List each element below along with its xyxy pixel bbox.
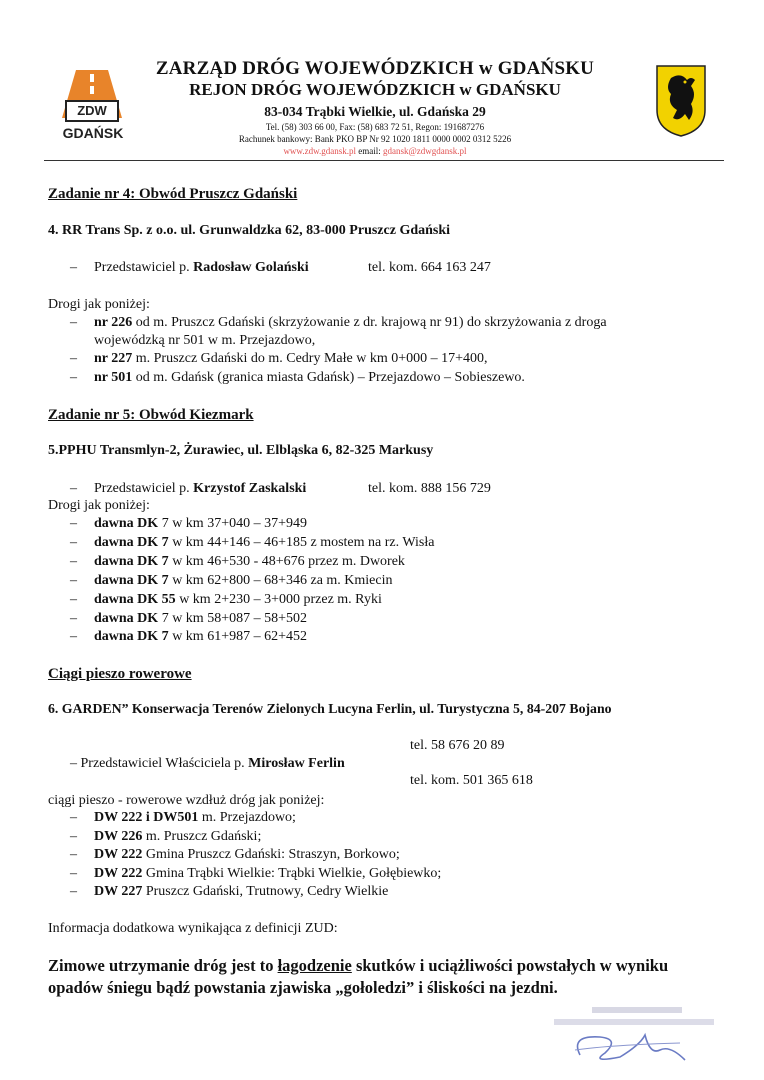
paths-representative: – Przedstawiciel Właściciela p. Mirosław Ferlin: [70, 756, 345, 771]
org-phones: Tel. (58) 303 66 00, Fax: (58) 683 72 51, Regon: 191687276: [265, 122, 485, 132]
org-bank: Rachunek bankowy: Bank PKO BP Nr 92 1020 1811 0000 0002 0312 5226: [238, 134, 512, 144]
org-region: REJON DRÓG WOJEWÓDZKICH w GDAŃSKU: [189, 80, 561, 99]
list-item-continuation: wojewódzką nr 501 w m. Przejazdowo,: [94, 333, 316, 348]
list-item: – dawna DK 7 w km 46+530 - 48+676 przez m. Dworek: [70, 554, 405, 569]
list-item: – dawna DK 7 w km 62+800 – 68+346 za m. Kmiecin: [70, 573, 393, 588]
task4-phone: tel. kom. 664 163 247: [368, 260, 491, 275]
list-item: – DW 226 m. Pruszcz Gdański;: [70, 829, 262, 844]
list-item: – nr 226 od m. Pruszcz Gdański (skrzyżowanie z dr. krajową nr 91) do skrzyżowania z droga: [70, 315, 607, 330]
griffin-crest-icon: [655, 64, 707, 138]
list-item: – dawna DK 7 w km 44+146 – 46+185 z mostem na rz. Wisła: [70, 535, 435, 550]
list-item: – dawna DK 55 w km 2+230 – 3+000 przez m. Ryki: [70, 592, 382, 607]
task5-company: 5.PPHU Transmlyn-2, Żurawiec, ul. Elbląska 6, 82-325 Markusy: [48, 443, 434, 458]
paths-roads-label: ciągi pieszo - rowerowe wzdłuż dróg jak poniżej:: [48, 793, 325, 808]
org-name: ZARZĄD DRÓG WOJEWÓDZKICH w GDAŃSKU: [155, 58, 595, 79]
list-item: – nr 501 od m. Gdańsk (granica miasta Gdańsk) – Przejazdowo – Sobieszewo.: [70, 370, 525, 385]
list-item: – dawna DK 7 w km 58+087 – 58+502: [70, 611, 307, 626]
info-note: Informacja dodatkowa wynikająca z definicji ZUD:: [48, 921, 338, 936]
paths-title: Ciągi pieszo rowerowe: [48, 666, 192, 682]
definition-line-2: opadów śniegu bądź powstania zjawiska „gołoledzi” i śliskości na jezdni.: [48, 978, 558, 997]
task4-roads-label: Drogi jak poniżej:: [48, 297, 150, 312]
website-link[interactable]: www.zdw.gdansk.pl: [283, 146, 357, 156]
org-address: 83-034 Trąbki Wielkie, ul. Gdańska 29: [264, 104, 486, 119]
paths-mobile: tel. kom. 501 365 618: [410, 773, 533, 788]
list-item: – DW 227 Pruszcz Gdański, Trutnowy, Cedry Wielkie: [70, 884, 389, 899]
logo-city: GDAŃSK: [62, 125, 124, 141]
email-link[interactable]: gdansk@zdwgdansk.pl: [383, 146, 467, 156]
list-item: – DW 222 Gmina Trąbki Wielkie: Trąbki Wielkie, Gołębiewko;: [70, 866, 442, 881]
letterhead: [140, 58, 610, 157]
task4-company: 4. RR Trans Sp. z o.o. ul. Grunwaldzka 62, 83-000 Pruszcz Gdański: [48, 223, 451, 238]
list-item: – nr 227 m. Pruszcz Gdański do m. Cedry Małe w km 0+000 – 17+400,: [70, 351, 488, 366]
paths-phone: tel. 58 676 20 89: [410, 738, 505, 753]
task4-representative: – Przedstawiciel p. Radosław Golański: [70, 260, 309, 275]
header-divider: [44, 160, 724, 161]
logo-text: ZDW: [65, 100, 119, 122]
signature-stamp-icon: [550, 1005, 720, 1075]
org-contact: [140, 145, 610, 157]
task4-title: Zadanie nr 4: Obwód Pruszcz Gdański: [48, 186, 298, 202]
task5-representative: – Przedstawiciel p. Krzystof Zaskalski: [70, 481, 307, 496]
task5-phone: tel. kom. 888 156 729: [368, 481, 491, 496]
list-item: – DW 222 Gmina Pruszcz Gdański: Straszyn, Borkowo;: [70, 847, 400, 862]
paths-company: 6. GARDEN” Konserwacja Terenów Zielonych Lucyna Ferlin, ul. Turystyczna 5, 84-207 Bojano: [48, 701, 612, 716]
zdw-logo: [58, 70, 128, 150]
list-item: – DW 222 i DW501 m. Przejazdowo;: [70, 810, 296, 825]
list-item: – dawna DK 7 w km 37+040 – 37+949: [70, 516, 307, 531]
list-item: – dawna DK 7 w km 61+987 – 62+452: [70, 629, 307, 644]
task5-title: Zadanie nr 5: Obwód Kiezmark: [48, 407, 254, 423]
email-label: email:: [358, 146, 381, 156]
task5-roads-label: Drogi jak poniżej:: [48, 498, 150, 513]
definition-line-1: Zimowe utrzymanie dróg jest to łagodzenie skutków i uciążliwości powstałych w wyniku: [48, 956, 669, 975]
